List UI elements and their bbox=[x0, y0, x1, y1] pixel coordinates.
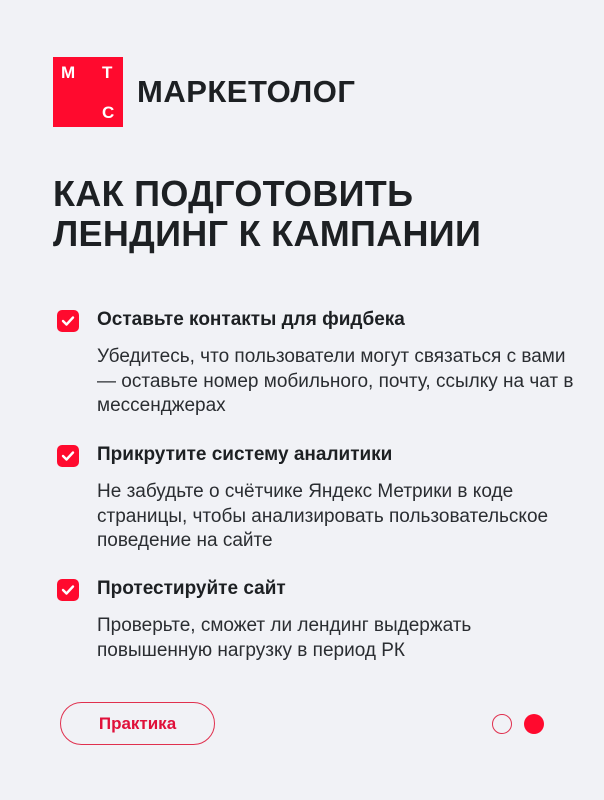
title-line: КАК ПОДГОТОВИТЬ bbox=[53, 173, 414, 214]
logo-letter: Т bbox=[102, 63, 113, 82]
pagination-dot-active[interactable] bbox=[524, 714, 544, 734]
item-title: Протестируйте сайт bbox=[97, 578, 286, 599]
logo-letter: С bbox=[102, 103, 115, 122]
item-title: Прикрутите систему аналитики bbox=[97, 444, 393, 465]
item-text: Убедитесь, что пользователи могут связаться с вами — оставьте номер мобильного, почту, ссылку на чат в мессенджерах bbox=[97, 346, 574, 416]
item-title: Оставьте контакты для фидбека bbox=[97, 309, 405, 330]
mts-logo bbox=[53, 57, 123, 127]
item-text: Проверьте, сможет ли лендинг выдержать повышенную нагрузку в период РК bbox=[97, 615, 472, 661]
checkbox-checked-icon bbox=[57, 310, 79, 332]
brand-name: МАРКЕТОЛОГ bbox=[137, 74, 356, 109]
title-line: ЛЕНДИНГ К КАМПАНИИ bbox=[53, 213, 482, 254]
checkbox-checked-icon bbox=[57, 579, 79, 601]
item-text: Не забудьте о счётчике Яндекс Метрики в коде страницы, чтобы анализировать пользовательское поведение на сайте bbox=[97, 481, 549, 551]
logo-letter: М bbox=[61, 63, 76, 82]
page-title bbox=[53, 174, 481, 254]
pagination-dot-inactive[interactable] bbox=[492, 714, 512, 734]
practice-button[interactable]: Практика bbox=[60, 702, 215, 745]
checkbox-checked-icon bbox=[57, 445, 79, 467]
